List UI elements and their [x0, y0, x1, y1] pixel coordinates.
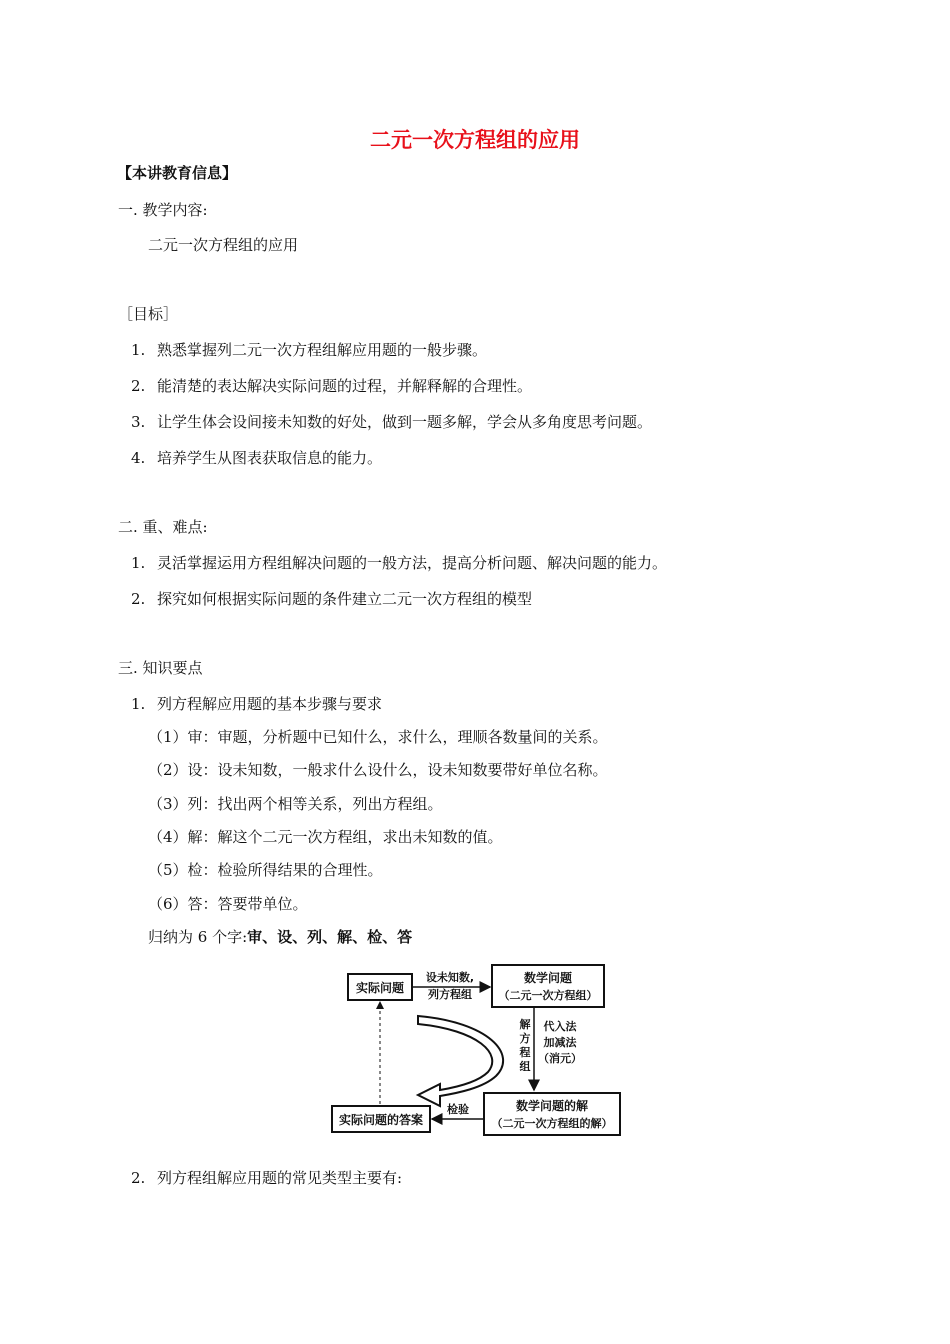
keypoint-text: 灵活掌握运用方程组解决问题的一般方法，提高分析问题、解决问题的能力。 — [157, 554, 668, 572]
goal-number: 2. — [131, 377, 146, 395]
solve-char: 组 — [519, 1060, 531, 1073]
arrow-check-label: 检验 — [447, 1103, 469, 1116]
box-actual-answer-label: 实际问题的答案 — [338, 1113, 424, 1127]
keypoint-number: 2. — [131, 590, 146, 608]
arrow-set-unknowns-label1: 设未知数, — [425, 971, 475, 984]
section1-content: 二元一次方程组的应用 — [148, 236, 299, 254]
goal-text: 熟悉掌握列二元一次方程组解应用题的一般步骤。 — [157, 341, 488, 359]
goal-number: 4. — [131, 449, 146, 467]
method-elimination: 加减法 — [543, 1036, 577, 1049]
method-substitution: 代入法 — [543, 1020, 577, 1033]
knowledge-text: 列方程解应用题的基本步骤与要求 — [157, 695, 383, 713]
step-item: （2）设：设未知数，一般求什么设什么，设未知数要带好单位名称。 — [148, 761, 608, 779]
step-item: （5）检：检验所得结果的合理性。 — [148, 861, 383, 879]
page-title: 二元一次方程组的应用 — [370, 128, 580, 152]
goals-heading: ［目标］ — [118, 305, 179, 323]
method-note: （消元） — [538, 1052, 582, 1065]
box-math-problem-line1: 数学问题 — [523, 971, 573, 985]
info-heading: 【本讲教育信息】 — [117, 164, 238, 182]
goal-text: 能清楚的表达解决实际问题的过程，并解释解的合理性。 — [157, 377, 533, 395]
step-item: （6）答：答要带单位。 — [148, 895, 308, 913]
box-math-problem — [492, 965, 604, 1007]
step-item: （4）解：解这个二元一次方程组，求出未知数的值。 — [148, 828, 503, 846]
goal-item — [131, 376, 532, 396]
keypoint-item — [131, 553, 667, 573]
goal-item — [131, 340, 487, 360]
knowledge-item-1 — [131, 694, 382, 714]
keypoint-item — [131, 589, 532, 609]
solve-char: 解 — [519, 1018, 531, 1031]
box-math-solution-line1: 数学问题的解 — [515, 1099, 589, 1113]
goal-item — [131, 448, 382, 468]
goal-text: 培养学生从图表获取信息的能力。 — [157, 449, 383, 467]
step-item: （3）列：找出两个相等关系，列出方程组。 — [148, 795, 443, 813]
knowledge-item-2 — [131, 1168, 402, 1188]
section3-heading: 三. 知识要点 — [118, 659, 203, 677]
keypoint-text: 探究如何根据实际问题的条件建立二元一次方程组的模型 — [157, 590, 533, 608]
solve-char: 程 — [519, 1046, 531, 1059]
summary-line — [148, 927, 412, 947]
summary-prefix: 归纳为 6 个字: — [148, 928, 248, 946]
section2-heading: 二. 重、难点: — [118, 518, 208, 536]
flow-diagram — [328, 958, 628, 1138]
step-item: （1）审：审题，分析题中已知什么，求什么，理顺各数量间的关系。 — [148, 728, 608, 746]
box-actual-answer — [332, 1106, 430, 1132]
box-math-problem-line2: （二元一次方程组） — [498, 989, 598, 1002]
goal-text: 让学生体会设间接未知数的好处，做到一题多解，学会从多角度思考问题。 — [157, 413, 653, 431]
knowledge-number: 1. — [131, 695, 146, 713]
box-actual-problem — [348, 974, 412, 1000]
section1-heading: 一. 教学内容: — [118, 201, 208, 219]
goal-number: 3. — [131, 413, 146, 431]
summary-keywords: 审、设、列、解、检、答 — [247, 928, 413, 946]
arrow-set-unknowns-label2: 列方程组 — [428, 988, 472, 1001]
box-math-solution — [484, 1093, 620, 1135]
knowledge-text: 列方程组解应用题的常见类型主要有: — [157, 1169, 403, 1187]
goal-item — [131, 412, 652, 432]
knowledge-number: 2. — [131, 1169, 146, 1187]
box-math-solution-line2: （二元一次方程组的解） — [491, 1117, 613, 1130]
solve-char: 方 — [519, 1032, 531, 1045]
box-actual-problem-label: 实际问题 — [355, 981, 405, 995]
keypoint-number: 1. — [131, 554, 146, 572]
goal-number: 1. — [131, 341, 146, 359]
